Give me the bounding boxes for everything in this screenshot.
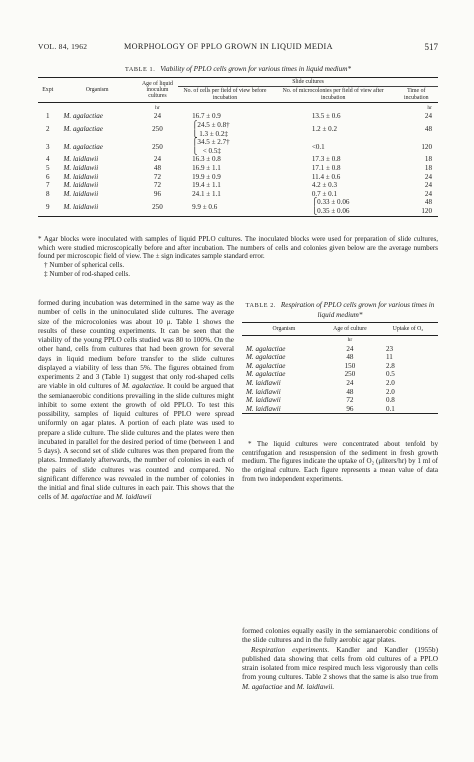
table1-row [38, 112, 438, 121]
table2-cell-age: 96 [322, 405, 378, 414]
table2-unit-age: hr [347, 337, 353, 343]
table1-cell-age: 250 [152, 125, 163, 134]
table2-cell-organism: M. agalactiae [246, 344, 286, 353]
organism-name: M. agalactiae. [122, 381, 165, 391]
table1-cell-before [178, 121, 272, 138]
table1-cell-before-line: ⎩ 1.3 ± 0.2‡ [192, 129, 228, 138]
table1-cell-expt: 3 [45, 142, 50, 151]
table1-cell-expt: 4 [45, 155, 50, 164]
table1-unit-time: hr [427, 104, 432, 111]
table1-header-before: No. of cells per field of view before incubation [178, 87, 272, 103]
table1-cell-after-line: 17.3 ± 0.8 [311, 155, 341, 164]
table2-row [242, 405, 438, 414]
table2-row [242, 379, 438, 388]
table1-row [38, 190, 438, 199]
table1-cell-after-line: ⎧0.33 ± 0.06 [311, 198, 350, 207]
table2-cell-age: 48 [346, 387, 354, 396]
left-column-text [38, 298, 234, 502]
table1-footnotes [38, 235, 438, 279]
table2-cell-uptake: 0.8 [385, 396, 395, 405]
organism-name: M. laidlawii. [296, 681, 335, 691]
table1-cell-time-line: 18 [424, 164, 432, 173]
table1-row [38, 164, 438, 173]
running-title: MORPHOLOGY OF PPLO GROWN IN LIQUID MEDIA [124, 42, 333, 51]
table1-cell-after-line: ⎩0.35 ± 0.06 [311, 207, 350, 216]
table1-cell-after [272, 164, 395, 173]
table1-cell-expt: 5 [45, 164, 50, 173]
table1-cell-before-line: 19.9 ± 0.9 [192, 172, 221, 181]
table1-cell-before-line: 16.3 ± 0.8 [192, 155, 221, 164]
table2-footnote [242, 440, 438, 484]
table2-cell-uptake: 23 [385, 344, 394, 353]
table1-row [38, 121, 438, 138]
table1-cell-expt: 7 [45, 181, 50, 190]
table2-label: TABLE 2. [245, 302, 277, 309]
table2-row [242, 353, 438, 362]
table1-cell-before [178, 138, 272, 155]
table2-row [242, 396, 438, 405]
table1-cell-after-line: 0.7 ± 0.1 [311, 189, 338, 198]
table2-cell-organism: M. laidlawii [246, 387, 281, 396]
table1-cell-organism: M. laidlawii [63, 164, 99, 173]
table1-footnote-ddagger: ‡ Number of rod-shaped cells. [44, 269, 131, 278]
table1-cell-after [272, 181, 395, 190]
table1-cell-time [395, 121, 438, 138]
table2-cell-uptake: 2.8 [385, 361, 395, 370]
table1-row [38, 138, 438, 155]
table2-cell-organism: M. agalactiae [246, 353, 286, 362]
table1-cell-expt: 6 [45, 172, 50, 181]
table1-header-after: No. of microcolonies per field of view after incubation [272, 87, 395, 103]
organism-name: M. agalactiae [242, 681, 283, 691]
table1-cell-before-line: 16.7 ± 0.9 [192, 112, 221, 121]
table2-row [242, 362, 438, 371]
table1-header-age: Age of liquid inoculum cultures [137, 78, 178, 103]
table2-header-uptake: Uptake of O₂ [378, 323, 438, 336]
right-paragraph-1: formed colonies equally easily in the semianaerobic conditions of the slide cultures and in the fully aerobic agar plates. [242, 626, 438, 645]
table2-cell-organism: M. laidlawii [246, 396, 281, 405]
table1-cell-time [395, 173, 438, 182]
table1-cell-expt: 2 [45, 125, 50, 134]
table1-cell-time [395, 112, 438, 121]
table2-cell-uptake: 2.0 [385, 387, 395, 396]
table1-cell-age: 24 [153, 155, 161, 164]
table1-header-expt: Expt [38, 78, 57, 103]
table1-cell-age: 24 [153, 112, 161, 121]
table1-cell-organism: M. laidlawii [63, 181, 99, 190]
table1-cell-age: 96 [153, 189, 161, 198]
running-header [38, 42, 438, 54]
table1-cell-organism: M. laidlawii [63, 189, 99, 198]
table2-cell-uptake: 11 [385, 353, 393, 362]
body-text: formed during incubation was determined in the same way as the number of cells in the uninoculated slide cultures. The average size of the microcolonies was about 10 μ. Table 1 shows the results of these counting experiments. It can be seen that the viability of the young PPLO cells studied was 80 to 100%. On the other hand, cells from cultures that had been grown for several days in liquid medium before transfer to the slide cultures displayed a viability of less than 5%. The figures obtained from experiments 2 and 3 (Table 1) suggest that only rod-shaped cells are viable in old cultures of [38, 298, 234, 391]
table1-cell-age: 72 [153, 181, 161, 190]
table1-header-slide-cultures: Slide cultures [178, 78, 438, 87]
table1-row [38, 181, 438, 190]
table1-cell-time [395, 138, 438, 155]
table1-cell-after-line: 1.2 ± 0.2 [311, 125, 338, 134]
table2-header-organism: Organism [242, 323, 322, 336]
table2-cell-age: 24 [346, 378, 354, 387]
table1-cell-expt: 1 [45, 112, 50, 121]
table1-cell-after [272, 121, 395, 138]
table2-cell-age: 150 [344, 361, 356, 370]
table1-cell-before [178, 112, 272, 121]
table1-row [38, 173, 438, 182]
table1-label: TABLE 1. [124, 66, 156, 73]
table2-row [242, 370, 438, 379]
table1-unit-age: hr [155, 104, 160, 111]
table1-cell-time-line: 24 [424, 181, 432, 190]
table1-cell-expt: 9 [38, 198, 57, 216]
table2-cell-organism: M. agalactiae [246, 361, 286, 370]
table1-cell-before [178, 155, 272, 164]
right-paragraph-2 [242, 645, 438, 691]
body-text: Kandler and Kandler (1955b) published data showing that cells from old cultures of a PPLO strain isolated from mice respired much less vigorously than cells from young cultures. Table 2 shows that the same is also true from [242, 644, 438, 682]
table2-cell-organism: M. laidlawii [246, 378, 281, 387]
volume-label: VOL. 84, 1962 [38, 42, 88, 51]
organism-name: M. laidlawii [115, 492, 152, 502]
table2-header-age: Age of culture [322, 323, 378, 336]
table1-cell-after [272, 155, 395, 164]
table1-row [38, 155, 438, 164]
table1-footnote-main: * Agar blocks were inoculated with samples of liquid PPLO cultures. The inoculated blocks were used for preparation of slide cultures, which were studied microscopically before and after incubation. The numbers of cells and colonies given below are the average numbers found per microscopic field of view. The ± sign indicates sample standard error. [38, 235, 438, 261]
table1-cell-time [395, 181, 438, 190]
table1-header-time: Time of incubation [395, 87, 438, 103]
table1-cell-time-line: 48 [424, 198, 432, 207]
table1-cell-time-line: 24 [424, 189, 432, 198]
right-column-text [242, 626, 438, 691]
table1-cell-age: 72 [153, 172, 161, 181]
table2-cell-age: 24 [346, 344, 354, 353]
table1-cell-organism: M. agalactiae [63, 125, 103, 134]
left-paragraph [38, 298, 234, 502]
table1-cell-before [178, 181, 272, 190]
table1-cell-expt: 8 [45, 189, 50, 198]
table1-cell-time [395, 164, 438, 173]
table1-cell-organism: M. laidlawii [63, 172, 99, 181]
table2-cell-age: 250 [344, 370, 356, 379]
table1-cell-age: 250 [152, 142, 163, 151]
table2-footnote-text: * The liquid cultures were concentrated about tenfold by centrifugation and resuspension of the sediment in fresh growth medium. The figures indicate the uptake of O₂ (μliters/hr) by 1 ml of the original culture. Each figure represents a mean value of data from two independent experiments. [242, 440, 438, 483]
table2-cell-organism: M. agalactiae [246, 370, 286, 379]
table1-cell-before-line: 9.9 ± 0.6 [192, 202, 218, 211]
organism-name: M. agalactiae [61, 492, 102, 502]
table1-cell-organism: M. agalactiae [63, 112, 103, 121]
table1-cell-time [395, 198, 438, 216]
table1-cell-before-line: ⎧24.5 ± 0.8† [192, 121, 230, 130]
table1-cell-before [178, 164, 272, 173]
table1-cell-before-line: ⎩ < 0.5‡ [192, 146, 221, 155]
table1-cell-after [272, 112, 395, 121]
table1-cell-after [272, 173, 395, 182]
table1-header-organism: Organism [57, 78, 136, 103]
table2-cell-organism: M. laidlawii [242, 405, 322, 414]
table1-cell-time [395, 190, 438, 199]
table2-cell-uptake: 0.1 [378, 405, 438, 414]
table1-cell-after-line: 11.4 ± 0.6 [311, 172, 341, 181]
table1-cell-after [272, 198, 395, 216]
table1-cell-before [178, 198, 272, 216]
table2 [242, 322, 438, 414]
table1-cell-time-line: 120 [421, 207, 432, 216]
table1-cell-after-line: <0.1 [311, 142, 325, 151]
table2-cell-age: 72 [346, 396, 354, 405]
table2-caption [242, 301, 438, 319]
body-text: and [101, 492, 116, 502]
table1-row [38, 198, 438, 216]
table1-title: Viability of PPLO cells grown for various times in liquid medium* [160, 65, 352, 73]
table1-cell-after-line: 17.1 ± 0.8 [311, 164, 341, 173]
table2-cell-uptake: 2.0 [385, 378, 395, 387]
table2-cell-age: 48 [346, 353, 354, 362]
section-heading: Respiration experiments. [251, 644, 330, 654]
table1-cell-before-line: 19.4 ± 1.1 [192, 181, 221, 190]
body-text: It could be argued that the semianaerobic conditions prevailing in the slide cultures might inhibit to some extent the growth of old PPLO. To test this possibility, samples of liquid cultures of PPLO were spread uniformly on agar plates. A portion of each plate was used to prepare a slide culture. The slide cultures and the plates were then incubated in parallel for the desired period of time (between 1 and 5 days). A second set of slide cultures was then prepared from the plates. Immediately afterwards, the number of colonies in each of the pairs of slide cultures was counted and compared. No significant difference was revealed in the number of colonies in the initial and final slide cultures in each pair. This shows that the cells of [38, 381, 235, 502]
table1-cell-time-line: 120 [421, 142, 432, 151]
table1-cell-time-line: 24 [424, 112, 432, 121]
table1-caption [38, 65, 438, 73]
table2-title: Respiration of PPLO cells grown for various times in liquid medium* [280, 301, 435, 319]
table1-cell-organism: M. laidlawii [57, 198, 136, 216]
table1-cell-time-line: 24 [424, 172, 432, 181]
table1 [38, 77, 438, 217]
table1-cell-after-line: 4.2 ± 0.3 [311, 181, 338, 190]
table1-cell-before-line: ⎧34.5 ± 2.7† [192, 138, 230, 147]
table2-row [242, 345, 438, 354]
page-number: 517 [424, 42, 438, 52]
table1-cell-before [178, 173, 272, 182]
table1-cell-before-line: 24.1 ± 1.1 [192, 189, 221, 198]
table1-cell-time-line: 18 [424, 155, 432, 164]
table1-cell-time [395, 155, 438, 164]
table2-cell-uptake: 0.5 [385, 370, 395, 379]
body-text: and [282, 681, 297, 691]
table1-cell-age: 48 [153, 164, 161, 173]
table1-cell-age: 250 [137, 198, 178, 216]
table1-cell-before-line: 16.9 ± 1.1 [192, 164, 221, 173]
table1-cell-after [272, 138, 395, 155]
table1-footnote-dagger: † Number of spherical cells. [44, 261, 125, 270]
table1-cell-after-line: 13.5 ± 0.6 [311, 112, 341, 121]
table2-row [242, 388, 438, 397]
table1-cell-before [178, 190, 272, 199]
table1-cell-time-line: 48 [424, 125, 432, 134]
table1-cell-organism: M. laidlawii [63, 155, 99, 164]
table1-cell-organism: M. agalactiae [63, 142, 103, 151]
